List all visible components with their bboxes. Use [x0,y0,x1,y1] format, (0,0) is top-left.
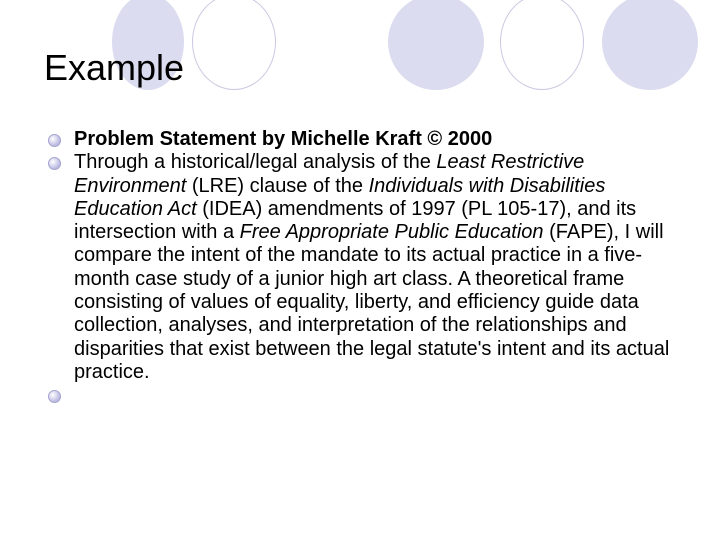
bullet-text: Problem Statement by Michelle Kraft © 2000 [74,128,493,150]
bullet-item [48,151,688,384]
bullet-item [48,384,688,408]
bullet-list [48,128,688,408]
bullet-text-segment: (LRE) clause of the [186,174,369,197]
decorative-circle [602,0,698,90]
bullet-text-segment: Free Appropriate Public Education [239,221,544,244]
bullet-text-segment: Individuals with Disabilities Education Act [74,174,606,220]
slide-title: Example [44,47,185,88]
bullet-text-segment: Least Restrictive Environment [74,151,585,197]
bullet-icon [48,157,61,170]
bullet-text-segment: (FAPE), I will compare the intent of the mandate to its actual practice in a five-month case study of a junior high art class. A theoretical frame consisting of values of equality, liberty, and efficiency guide data collection, analyses, and interpretation of the relationships and disparities that exist between the legal statute's intent and its actual practice. [74,221,670,383]
bullet-icon [48,390,61,403]
bullet-text-segment: Through a historical/legal analysis of the [74,151,437,174]
decorative-circle [192,0,276,90]
decorative-circle [388,0,484,90]
decorative-circle [500,0,584,90]
bullet-text-segment: (IDEA) amendments of 1997 (PL 105-17), and its intersection with a [74,197,637,244]
bullet-item [48,128,688,151]
bullet-icon [48,134,61,147]
